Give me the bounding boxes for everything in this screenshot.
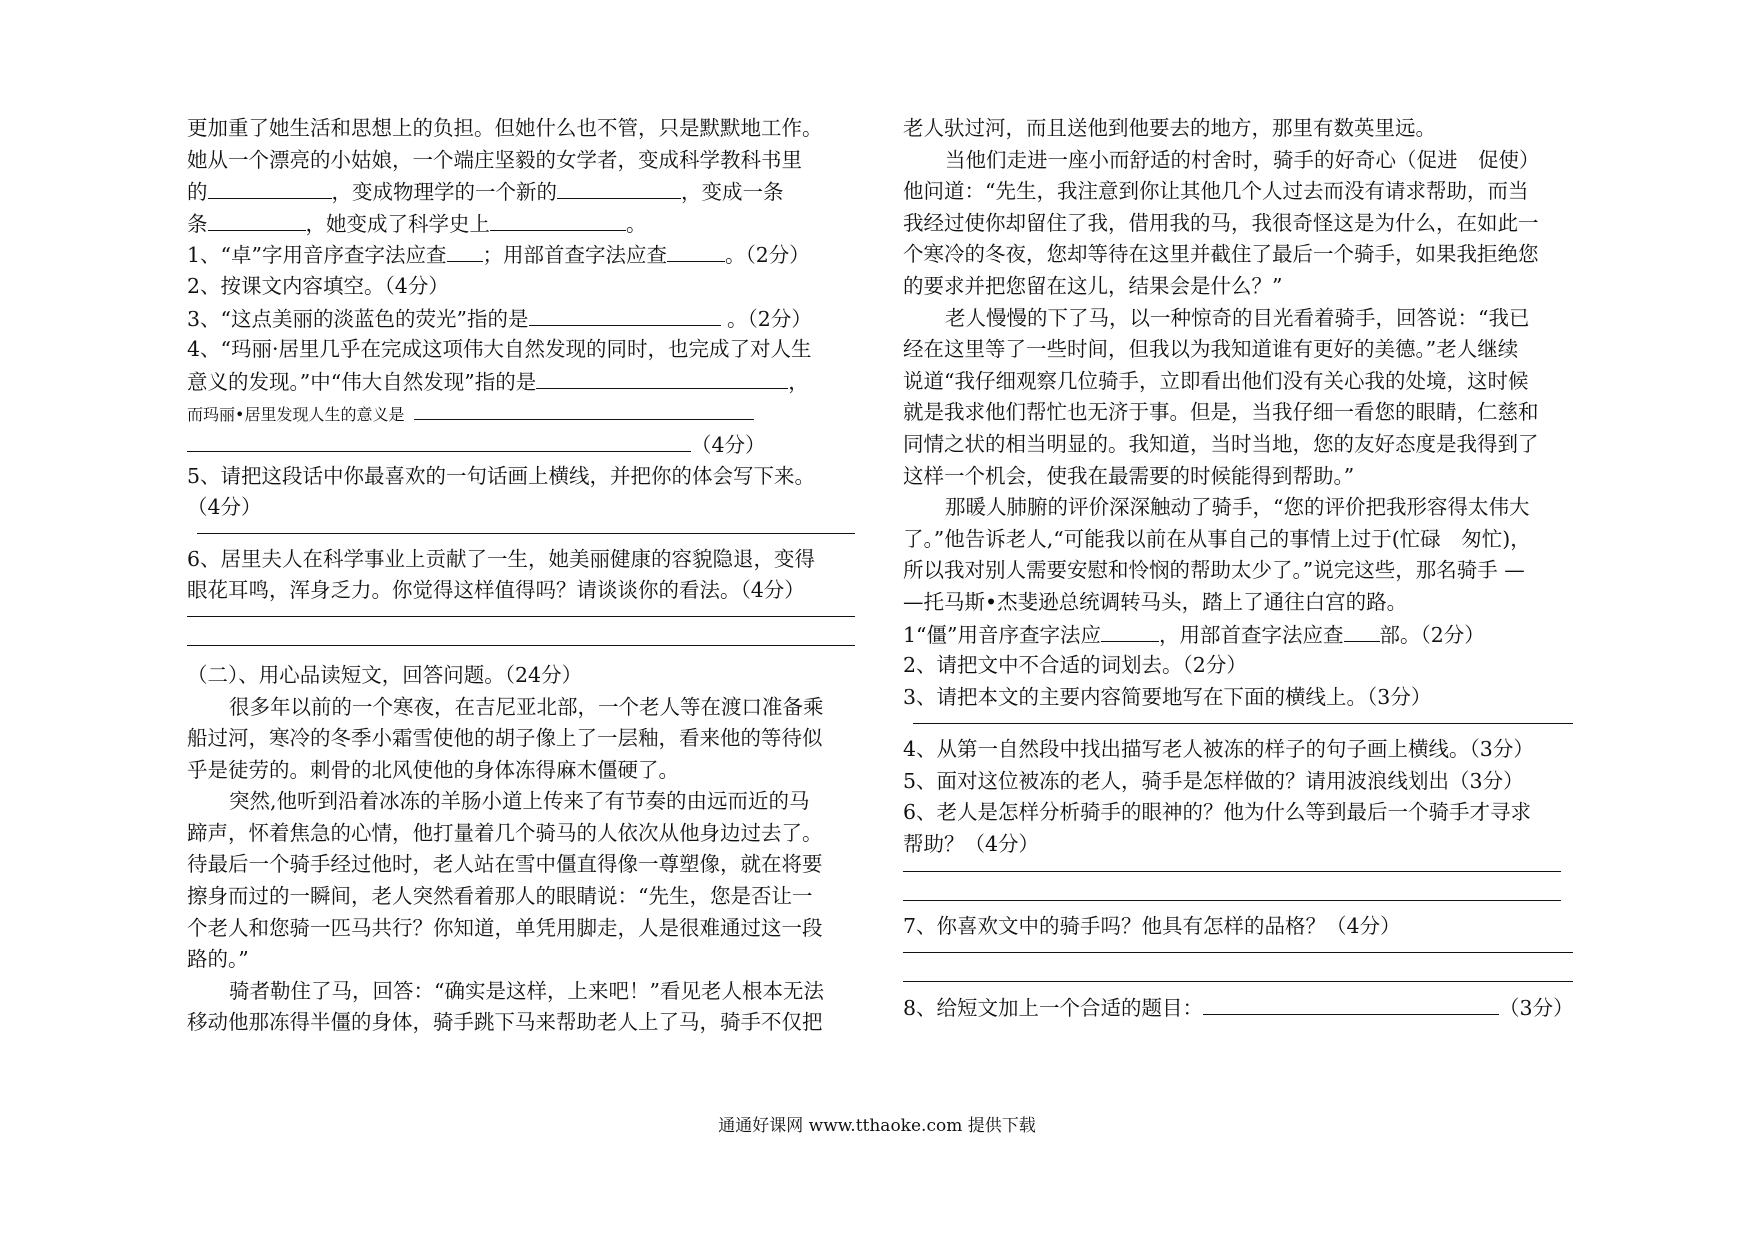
passage-line: 这样一个机会，使我在最需要的时候能得到帮助。” <box>903 463 1355 488</box>
question-2: 2、请把文中不合适的词划去。（2分） <box>903 653 1247 678</box>
score-label: （3分） <box>1499 996 1574 1021</box>
question-5: 5、面对这位被冻的老人，骑手是怎样做的？请用波浪线划出（3分） <box>903 768 1524 793</box>
left-column <box>187 113 855 1039</box>
question-3 <box>187 303 855 335</box>
passage-line: 乎是徒劳的。刺骨的北风使他的身体冻得麻木僵硬了。 <box>187 757 679 782</box>
answer-blank[interactable] <box>187 429 691 452</box>
answer-blank[interactable] <box>1344 619 1380 642</box>
text-fragment: 的 <box>187 180 208 205</box>
title-answer-blank[interactable] <box>1203 992 1499 1015</box>
passage-line: —托马斯•杰斐逊总统调转马头，踏上了通往白宫的路。 <box>903 589 1408 614</box>
score-label: 。（2分） <box>725 243 810 268</box>
text-line: 她从一个漂亮的小姑娘，一个端庄坚毅的女学者，变成科学教科书里 <box>187 147 802 172</box>
answer-line[interactable] <box>187 616 855 617</box>
score-label: （4分） <box>691 432 766 457</box>
question-text: 1“僵”用音序查字法应 <box>903 622 1102 647</box>
passage-line: 那暖人肺腑的评价深深触动了骑手，“您的评价把我形容得太伟大 <box>945 495 1530 520</box>
passage-line: 船过河，寒冷的冬季小霜雪使他的胡子像上了一层釉，看来他的等待似 <box>187 726 823 751</box>
question-4: 4、“玛丽·居里几乎在完成这项伟大自然发现的同时，也完成了对人生 <box>187 337 812 362</box>
passage-line: 同情之状的相当明显的。我知道，当时当地，您的友好态度是我得到了 <box>903 431 1539 456</box>
passage-line: 老人驮过河，而且送他到他要去的地方，那里有数英里远。 <box>903 116 1436 140</box>
question-5: 5、请把这段话中你最喜欢的一句话画上横线，并把你的体会写下来。 <box>187 463 816 488</box>
answer-blank[interactable] <box>557 176 681 199</box>
question-6: 6、居里夫人在科学事业上贡献了一生，她美丽健康的容貌隐退，变得 <box>187 546 816 571</box>
passage-line: 很多年以前的一个寒夜，在吉尼亚北部，一个老人等在渡口准备乘 <box>229 694 824 719</box>
question-2: 2、按课文内容填空。（4分） <box>187 273 449 298</box>
question-6-line-2: 帮助？（4分） <box>903 832 1040 857</box>
question-text: 而玛丽•居里发现人生的意义是 <box>187 405 405 425</box>
passage-line: 骑者勒住了马，回答：“确实是这样，上来吧！”看见老人根本无法 <box>229 978 824 1003</box>
question-4: 4、从第一自然段中找出描写老人被冻的样子的句子画上横线。（3分） <box>903 737 1534 762</box>
passage-line: 老人慢慢的下了马，以一种惊奇的目光看着骑手，回答说：“我已 <box>945 305 1530 330</box>
question-text: ，用部首查字法应查 <box>1159 622 1344 647</box>
passage-line: 所以我对别人需要安慰和怜悯的帮助太少了。”说完这些，那名骑手 — <box>903 558 1525 583</box>
question-7: 7、你喜欢文中的骑手吗？他具有怎样的品格？（4分） <box>903 913 1401 938</box>
question-4-line-4 <box>187 429 855 461</box>
answer-blank[interactable] <box>208 176 332 199</box>
question-text: 3、“这点美丽的淡蓝色的荧光”指的是 <box>187 306 529 331</box>
text-line: 更加重了她生活和思想上的负担。但她什么也不管，只是默默地工作。 <box>187 116 823 140</box>
passage-line: 的要求并把您留在这儿，结果会是什么？” <box>903 273 1283 298</box>
passage-line: 路的。” <box>187 947 249 972</box>
passage-line: 擦身而过的一瞬间，老人突然看着那人的眼睛说：“先生，您是否让一 <box>187 884 813 909</box>
passage-line: 待最后一个骑手经过他时，老人站在雪中僵直得像一尊塑像，就在将要 <box>187 852 823 877</box>
fill-line <box>187 208 855 240</box>
text-fragment: ，变成物理学的一个新的 <box>331 180 557 205</box>
score-label: 部。（2分） <box>1379 622 1485 647</box>
question-3: 3、请把本文的主要内容简要地写在下面的横线上。（3分） <box>903 684 1432 709</box>
passage-line: 个寒冷的冬夜，您却等待在这里并截住了最后一个骑手，如果我拒绝您 <box>903 242 1539 267</box>
question-6-line-2: 眼花耳鸣，浑身乏力。你觉得这样值得吗？请谈谈你的看法。（4分） <box>187 578 805 603</box>
question-8 <box>903 992 1573 1024</box>
passage-line: 说道“我仔细观察几位骑手，立即看出他们没有关心我的处境，这时候 <box>903 368 1529 393</box>
text-fragment: ，变成一条 <box>681 180 784 205</box>
passage-line: 我经过使你却留住了我，借用我的马，我很奇怪这是为什么，在如此一 <box>903 210 1539 235</box>
answer-line[interactable] <box>903 952 1573 953</box>
answer-blank[interactable] <box>1101 619 1159 642</box>
question-1 <box>903 619 1573 651</box>
question-text: ；用部首查字法应查 <box>482 243 668 268</box>
passage-line: 当他们走进一座小而舒适的村舍时，骑手的好奇心（促进 促使） <box>945 147 1540 172</box>
footer-credit: 通通好课网 www.tthaoke.com 提供下载 <box>718 1116 1036 1136</box>
question-text: 意义的发现。”中“伟大自然发现”指的是 <box>187 369 537 394</box>
answer-blank[interactable] <box>208 208 306 231</box>
question-6: 6、老人是怎样分析骑手的眼神的？他为什么等到最后一个骑手才寻求 <box>903 800 1532 825</box>
answer-line[interactable] <box>903 871 1561 872</box>
passage-line: 个老人和您骑一匹马共行？你知道，单凭用脚走，人是很难通过这一段 <box>187 915 823 940</box>
passage-line: 就是我求他们帮忙也无济于事。但是，当我仔细一看您的眼睛，仁慈和 <box>903 400 1539 425</box>
answer-blank[interactable] <box>529 303 721 326</box>
text-fragment: ，她变成了科学史上 <box>305 211 490 236</box>
question-5-score: （4分） <box>187 495 262 520</box>
text-fragment: 。 <box>626 211 647 236</box>
answer-blank[interactable] <box>667 239 725 262</box>
question-text: 8、给短文加上一个合适的题目： <box>903 996 1204 1021</box>
passage-line: 蹄声，怀着焦急的心情，他打量着几个骑马的人依次从他身边过去了。 <box>187 820 823 845</box>
question-text: 1、“卓”字用音序查字法应查 <box>187 243 447 268</box>
fill-line <box>187 176 855 208</box>
answer-blank[interactable] <box>536 366 788 389</box>
passage-line: 移动他那冻得半僵的身体，骑手跳下马来帮助老人上了马，骑手不仅把 <box>187 1010 823 1035</box>
passage-line: 经在这里等了一些时间，但我以为我知道谁有更好的美德。”老人继续 <box>903 337 1519 362</box>
passage-line: 他问道：“先生，我注意到你让其他几个人过去而没有请求帮助，而当 <box>903 179 1529 204</box>
passage-line: 突然,他听到沿着冰冻的羊肠小道上传来了有节奏的由远而近的马 <box>229 789 810 814</box>
score-label: 。（2分） <box>720 306 812 331</box>
passage-line: 了。”他告诉老人,“可能我以前在从事自己的事情上过于(忙碌 匆忙)， <box>903 526 1531 551</box>
text-fragment: ， <box>788 369 809 394</box>
right-column <box>903 113 1573 1024</box>
question-1 <box>187 239 855 271</box>
question-4-line-3 <box>187 397 855 429</box>
text-fragment: 条 <box>187 211 208 236</box>
answer-blank[interactable] <box>447 239 483 262</box>
question-4-line-2 <box>187 366 855 398</box>
answer-blank[interactable] <box>490 208 626 231</box>
answer-blank[interactable] <box>414 397 754 420</box>
section-heading: （二）、用心品读短文，回答问题。（24分） <box>187 662 583 687</box>
